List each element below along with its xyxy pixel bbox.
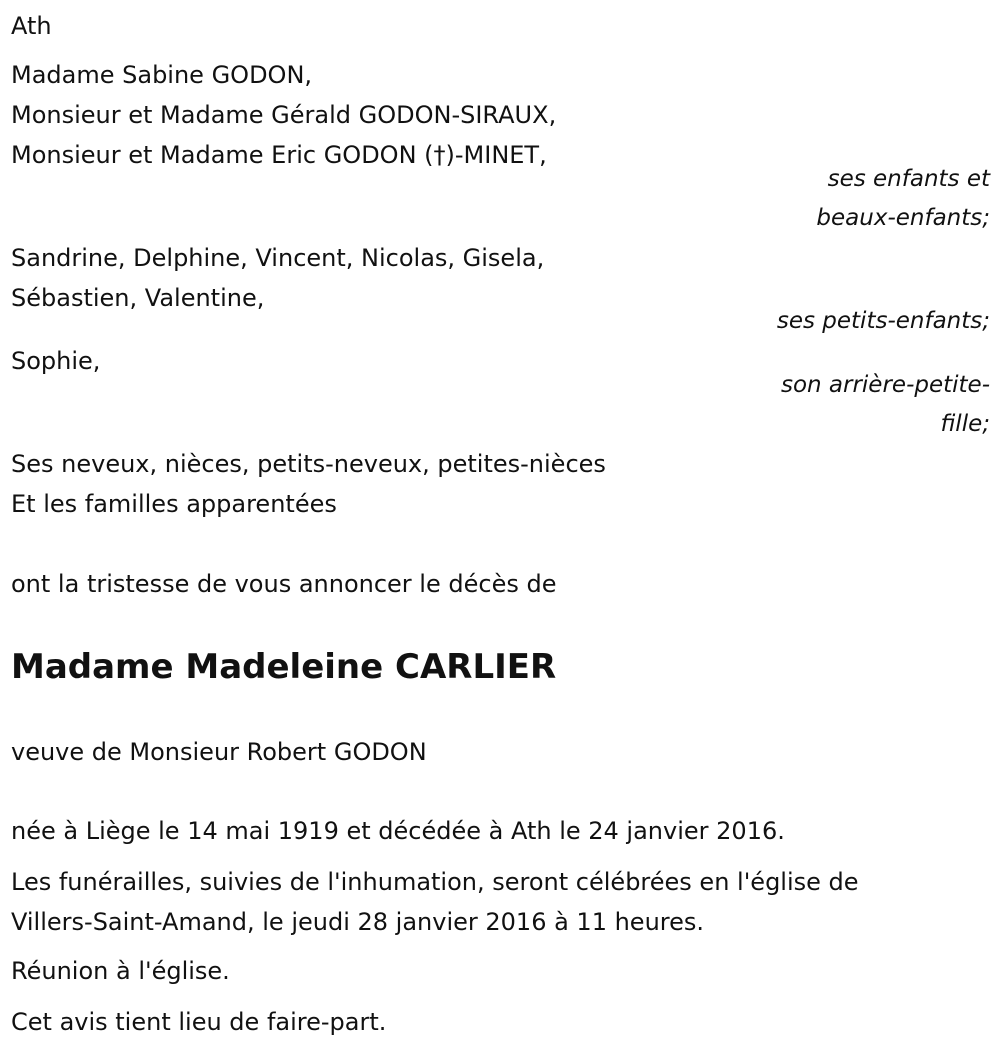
children-role-line-2: beaux-enfants;: [816, 205, 990, 231]
city-heading: Ath: [11, 12, 52, 40]
great-grandchild-role-line-1: son arrière-petite-: [780, 372, 990, 398]
child-line-1: Madame Sabine GODON,: [11, 61, 313, 89]
children-role-line-1: ses enfants et: [827, 166, 990, 192]
deceased-name: Madame Madeleine CARLIER: [11, 647, 557, 687]
announcement-text: ont la tristesse de vous annoncer le décès de: [11, 570, 557, 598]
relatives-line-2: Et les familles apparentées: [11, 490, 337, 518]
funeral-line-2: Villers-Saint-Amand, le jeudi 28 janvier 2016 à 11 heures.: [11, 908, 705, 936]
grandchildren-line-1: Sandrine, Delphine, Vincent, Nicolas, Gisela,: [11, 244, 545, 272]
closing-text: Cet avis tient lieu de faire-part.: [11, 1008, 387, 1036]
birth-death-dates: née à Liège le 14 mai 1919 et décédée à Ath le 24 janvier 2016.: [11, 817, 785, 845]
widow-of-text: veuve de Monsieur Robert GODON: [11, 738, 427, 766]
great-grandchild-line: Sophie,: [11, 347, 101, 375]
child-line-3: Monsieur et Madame Eric GODON (†)-MINET,: [11, 141, 547, 169]
child-line-2: Monsieur et Madame Gérald GODON-SIRAUX,: [11, 101, 557, 129]
relatives-line-1: Ses neveux, nièces, petits-neveux, petites-nièces: [11, 450, 606, 478]
great-grandchild-role-line-2: fille;: [940, 411, 990, 437]
grandchildren-role: ses petits-enfants;: [776, 308, 990, 334]
funeral-line-1: Les funérailles, suivies de l'inhumation, seront célébrées en l'église de: [11, 868, 859, 896]
grandchildren-line-2: Sébastien, Valentine,: [11, 284, 265, 312]
meeting-text: Réunion à l'église.: [11, 957, 230, 985]
